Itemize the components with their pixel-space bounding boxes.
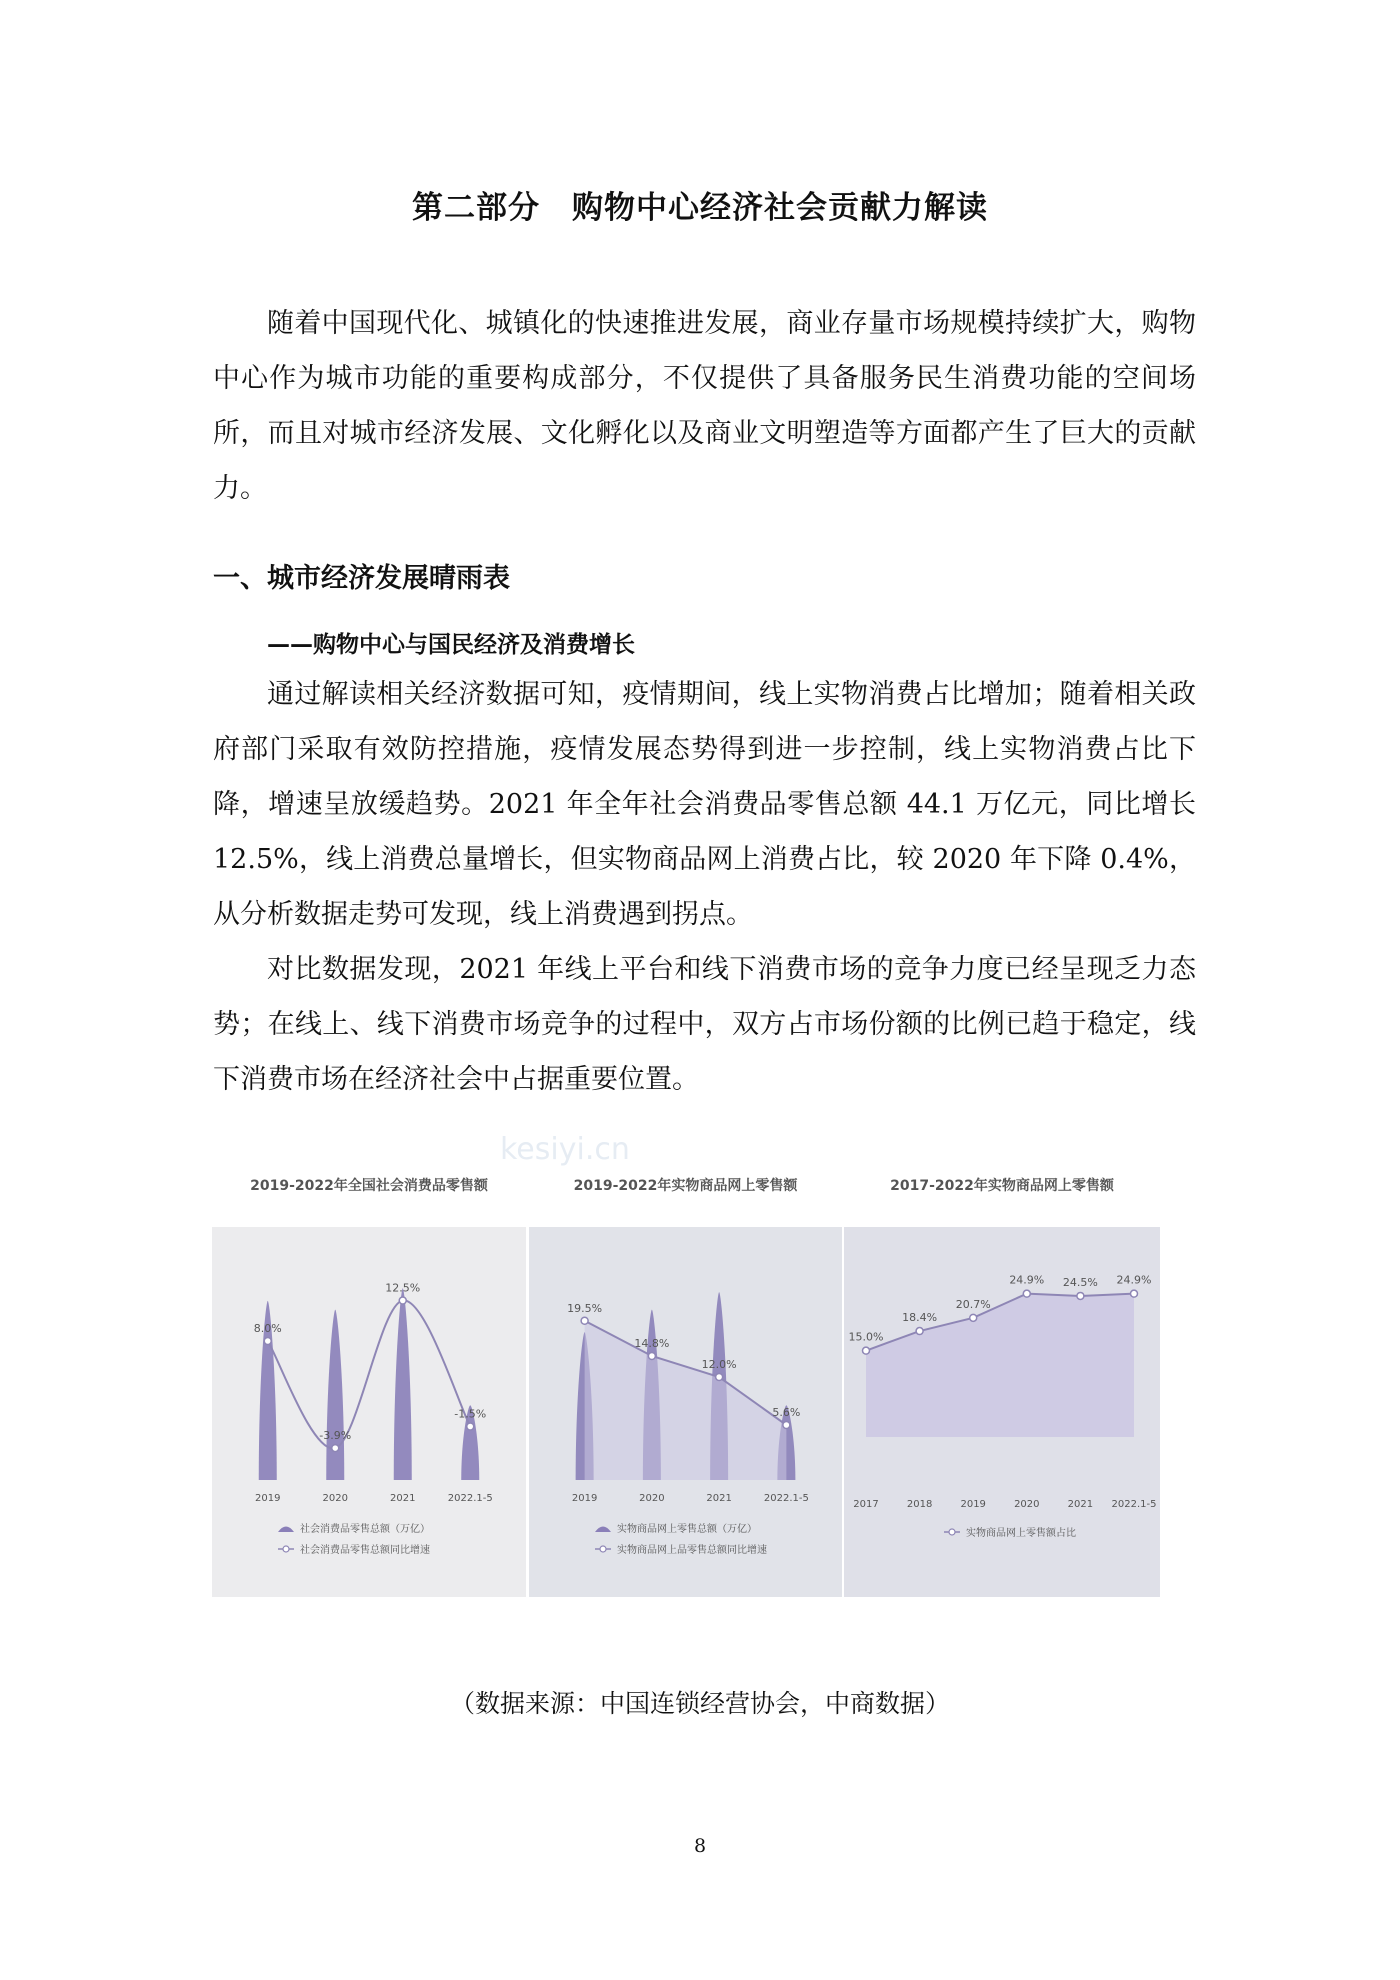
- chart-tick-label: 2018: [906, 1499, 933, 1510]
- chart-data-label: 24.5%: [1062, 1275, 1098, 1289]
- legend-line-marker: [600, 1546, 606, 1552]
- chart-data-label: 24.9%: [1116, 1273, 1152, 1287]
- chart-bar: [326, 1310, 344, 1480]
- chart-tick-label: 2020: [639, 1493, 665, 1504]
- body-paragraph-2: 对比数据发现，2021 年线上平台和线下消费市场的竞争力度已经呈现乏力态势；在线上、线下消费市场竞争的过程中，双方占市场份额的比例已趋于稳定，线下消费市场在经济社会中占据重要位置。: [213, 954, 1196, 1095]
- chart-plot: [212, 1227, 526, 1597]
- chart-panel-online-share: [844, 1175, 1160, 1597]
- chart-point: [970, 1314, 977, 1321]
- chart-tick-label: 2017: [853, 1499, 879, 1510]
- chart-data-label: 14.8%: [634, 1337, 670, 1350]
- chart-data-label: 5.6%: [772, 1406, 801, 1419]
- chart-point: [332, 1445, 339, 1452]
- legend-bar-swatch: [595, 1527, 611, 1533]
- legend-label: 实物商品网上品零售总额同比增速: [617, 1545, 767, 1556]
- chart-data-label: -3.9%: [319, 1429, 352, 1443]
- chart-title: 2019-2022年全国社会消费品零售额: [250, 1178, 488, 1194]
- section-heading: 一、城市经济发展晴雨表: [213, 563, 510, 594]
- chart-data-label: 19.5%: [567, 1301, 603, 1315]
- chart-point: [399, 1297, 406, 1304]
- chart-plot: [529, 1227, 842, 1597]
- legend-line-marker: [283, 1546, 289, 1552]
- chart-point: [1023, 1290, 1030, 1297]
- chart-data-label: 12.5%: [385, 1281, 421, 1295]
- chart-tick-label: 2019: [571, 1493, 598, 1504]
- chart-data-label: 15.0%: [848, 1330, 884, 1344]
- chart-point: [1077, 1292, 1084, 1299]
- chart-tick-label: 2022.1-5: [763, 1493, 809, 1504]
- chart-point: [264, 1338, 271, 1345]
- chart-point: [467, 1423, 474, 1430]
- chart-point: [1131, 1290, 1138, 1297]
- chart-point: [716, 1374, 723, 1381]
- chart-tick-label: 2021: [706, 1493, 732, 1504]
- chart-data-label: 24.9%: [1009, 1273, 1045, 1287]
- body-paragraph-1: 通过解读相关经济数据可知，疫情期间，线上实物消费占比增加；随着相关政府部门采取有效防控措施，疫情发展态势得到进一步控制，线上实物消费占比下降，增速呈放缓趋势。2021 年全年社会消费品零售总额 44.1 万亿元，同比增长 12.5%，线上消费总量增长，但实物商品网上消费占比，较 2020 年下降 0.4%，从分析数据走势可发现，线上消费遇到拐点。: [213, 679, 1196, 930]
- chart-point: [863, 1347, 870, 1354]
- chart-data-label: 8.0%: [253, 1322, 282, 1335]
- chart-panel-online-retail: [529, 1175, 842, 1597]
- chart-area: [585, 1321, 787, 1480]
- chart-tick-label: 2022.1-5: [447, 1493, 493, 1504]
- legend-bar-swatch: [278, 1527, 294, 1533]
- chart-data-label: -1.5%: [454, 1407, 487, 1421]
- chart-data-label: 12.0%: [701, 1358, 737, 1371]
- legend-line-marker: [949, 1529, 955, 1535]
- chart-data-label: 20.7%: [955, 1297, 991, 1311]
- chart-series-line: [268, 1300, 471, 1448]
- charts-figure: [212, 1175, 1160, 1597]
- watermark-text: kesiyi.cn: [500, 1132, 630, 1167]
- legend-label: 社会消费品零售总额同比增速: [300, 1545, 430, 1556]
- chart-data-label: 18.4%: [902, 1311, 938, 1325]
- section-subheading: ——购物中心与国民经济及消费增长: [267, 632, 635, 658]
- chart-point: [783, 1422, 790, 1429]
- chart-title: 2017-2022年实物商品网上零售额: [890, 1178, 1114, 1194]
- page-title: 第二部分 购物中心经济社会贡献力解读: [412, 190, 988, 226]
- chart-tick-label: 2021: [1067, 1499, 1094, 1510]
- page-number: 8: [693, 1835, 707, 1857]
- chart-tick-label: 2019: [255, 1493, 281, 1504]
- legend-label: 实物商品网上零售额占比: [966, 1528, 1076, 1539]
- intro-paragraph: 随着中国现代化、城镇化的快速推进发展，商业存量市场规模持续扩大，购物中心作为城市功能的重要构成部分，不仅提供了具备服务民生消费功能的空间场所，而且对城市经济发展、文化孵化以及商业文明塑造等方面都产生了巨大的贡献力。: [213, 308, 1196, 504]
- chart-bar: [394, 1288, 412, 1480]
- data-source-note: （数据来源：中国连锁经营协会，中商数据）: [449, 1689, 950, 1718]
- chart-plot: [844, 1227, 1160, 1597]
- chart-title: 2019-2022年实物商品网上零售额: [573, 1178, 798, 1194]
- chart-tick-label: 2022.1-5: [1111, 1499, 1157, 1510]
- chart-tick-label: 2021: [390, 1493, 416, 1504]
- chart-point: [648, 1353, 655, 1360]
- chart-point: [916, 1328, 923, 1335]
- chart-tick-label: 2019: [960, 1499, 986, 1510]
- chart-point: [581, 1317, 588, 1324]
- chart-tick-label: 2020: [1014, 1499, 1040, 1510]
- legend-label: 社会消费品零售总额（万亿）: [300, 1524, 430, 1535]
- chart-tick-label: 2020: [322, 1493, 348, 1504]
- chart-panel-retail-sales: [212, 1175, 526, 1597]
- legend-label: 实物商品网上零售总额（万亿）: [617, 1524, 757, 1535]
